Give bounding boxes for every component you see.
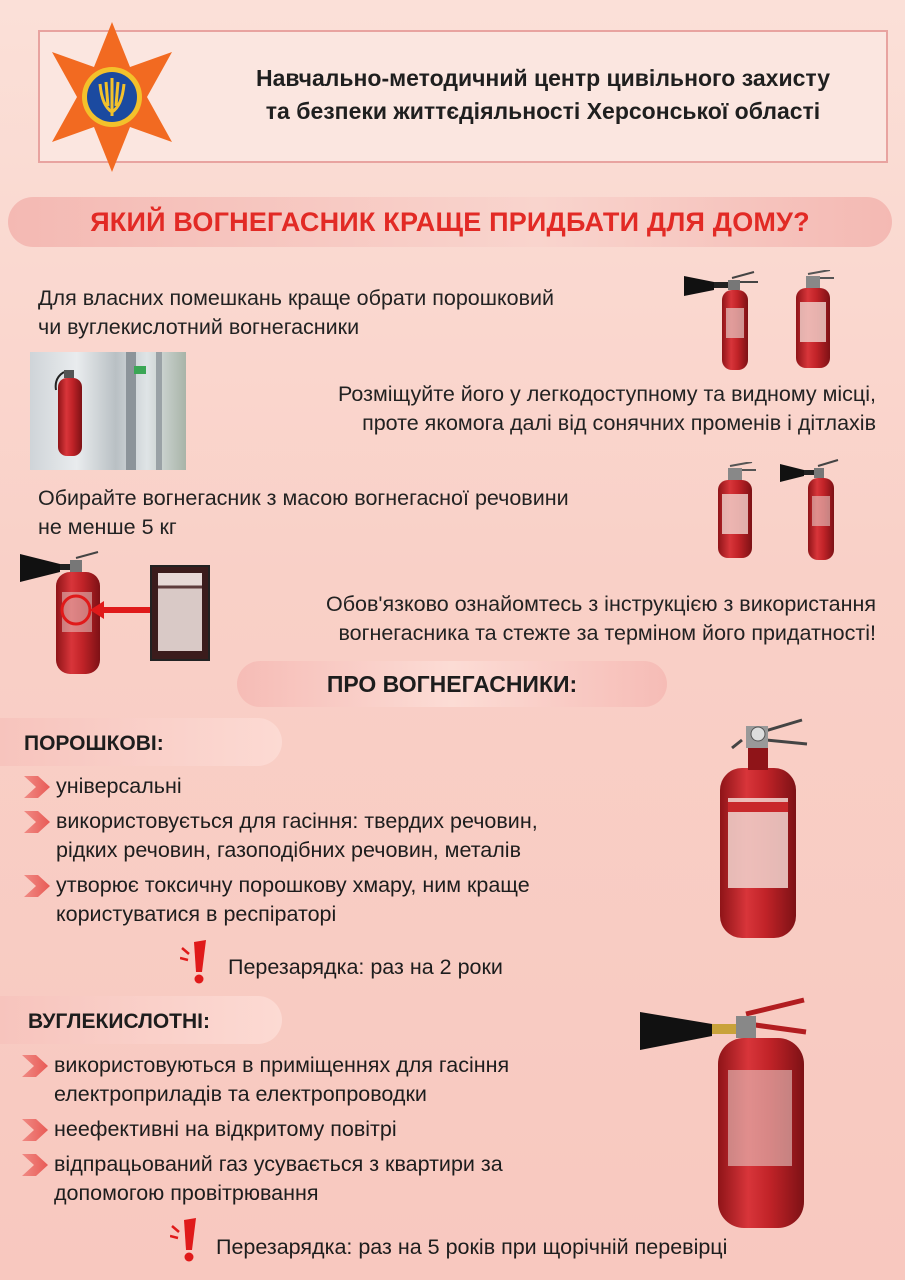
exclamation-icon bbox=[180, 940, 212, 984]
co2-item-1 bbox=[54, 1051, 509, 1109]
powder-item-3-line2: користуватися в респіраторі bbox=[56, 902, 337, 926]
powder-list bbox=[24, 772, 684, 929]
tip-2 bbox=[200, 380, 876, 438]
powder-item-2 bbox=[56, 807, 538, 865]
powder-item-1: універсальні bbox=[56, 774, 182, 798]
co2-extinguisher-icon bbox=[20, 544, 100, 676]
powder-extinguisher-icon bbox=[712, 718, 812, 938]
tip-1-line1: Для власних помешкань краще обрати порошковий bbox=[38, 286, 555, 310]
powder-item-3 bbox=[56, 871, 530, 929]
tip-4 bbox=[210, 590, 876, 648]
powder-item-3-line1: утворює токсичну порошкову хмару, ним краще bbox=[56, 873, 530, 897]
instruction-label-image bbox=[150, 565, 210, 661]
chevron-bullet-icon bbox=[24, 776, 50, 798]
co2-extinguisher-icon bbox=[780, 458, 844, 562]
chevron-bullet-icon bbox=[22, 1119, 48, 1141]
co2-item-1-line1: використовуються в приміщеннях для гасіння bbox=[54, 1053, 510, 1077]
dsns-emblem-icon bbox=[52, 22, 172, 172]
org-name-line2: та безпеки життєдіяльності Херсонської області bbox=[265, 98, 821, 124]
tip-4-line1: Обов'язково ознайомтесь з інструкцією з використання bbox=[325, 592, 876, 616]
powder-extinguisher-icon bbox=[790, 270, 840, 370]
co2-item-2: неефективні на відкритому повітрі bbox=[54, 1117, 397, 1141]
tip-2-line1: Розміщуйте його у легкодоступному та видному місці, bbox=[338, 382, 876, 406]
list-item bbox=[22, 1150, 642, 1208]
co2-extinguisher-icon bbox=[636, 994, 816, 1230]
tip-3-line2: не менше 5 кг bbox=[38, 515, 177, 539]
powder-recharge: Перезарядка: раз на 2 роки bbox=[228, 955, 503, 979]
org-name-line1: Навчально-методичний центр цивільного захисту bbox=[255, 65, 831, 91]
co2-list bbox=[22, 1051, 642, 1208]
powder-extinguisher-icon bbox=[712, 462, 760, 560]
co2-section-title: ВУГЛЕКИСЛОТНІ: bbox=[28, 1010, 210, 1033]
co2-item-3-line1: відпрацьований газ усувається з квартири за bbox=[54, 1152, 503, 1176]
tip-4-line2: вогнегасника та стежте за терміном його придатності! bbox=[338, 621, 876, 645]
page-title: ЯКИЙ ВОГНЕГАСНИК КРАЩЕ ПРИДБАТИ ДЛЯ ДОМУ? bbox=[90, 207, 810, 237]
list-item bbox=[24, 871, 684, 929]
exclamation-icon bbox=[170, 1218, 202, 1262]
powder-section-title: ПОРОШКОВІ: bbox=[24, 732, 164, 755]
list-item bbox=[24, 772, 684, 801]
tip-2-line2: проте якомога далі від сонячних променів і дітлахів bbox=[362, 411, 876, 435]
list-item bbox=[22, 1051, 642, 1109]
about-title: ПРО ВОГНЕГАСНИКИ: bbox=[326, 671, 578, 697]
wall-mounted-extinguisher-photo bbox=[30, 352, 186, 470]
co2-item-3-line2: допомогою провітрювання bbox=[54, 1181, 319, 1205]
organization-name bbox=[208, 62, 878, 128]
co2-recharge: Перезарядка: раз на 5 років при щорічній перевірці bbox=[216, 1235, 728, 1259]
list-item bbox=[24, 807, 684, 865]
tip-1-line2: чи вуглекислотний вогнегасники bbox=[38, 315, 360, 339]
tip-1 bbox=[38, 284, 678, 342]
co2-item-3 bbox=[54, 1150, 503, 1208]
chevron-bullet-icon bbox=[22, 1055, 48, 1077]
powder-item-2-line1: використовується для гасіння: твердих речовин, bbox=[56, 809, 538, 833]
co2-item-1-line2: електроприладів та електропроводки bbox=[54, 1082, 427, 1106]
chevron-bullet-icon bbox=[22, 1154, 48, 1176]
chevron-bullet-icon bbox=[24, 875, 50, 897]
co2-extinguisher-icon bbox=[684, 268, 779, 370]
tip-3-line1: Обирайте вогнегасник з масою вогнегасної речовини bbox=[38, 486, 569, 510]
chevron-bullet-icon bbox=[24, 811, 50, 833]
powder-item-2-line2: рідких речовин, газоподібних речовин, металів bbox=[56, 838, 522, 862]
arrow-icon bbox=[90, 598, 154, 622]
tip-3 bbox=[38, 484, 698, 542]
list-item bbox=[22, 1115, 642, 1144]
